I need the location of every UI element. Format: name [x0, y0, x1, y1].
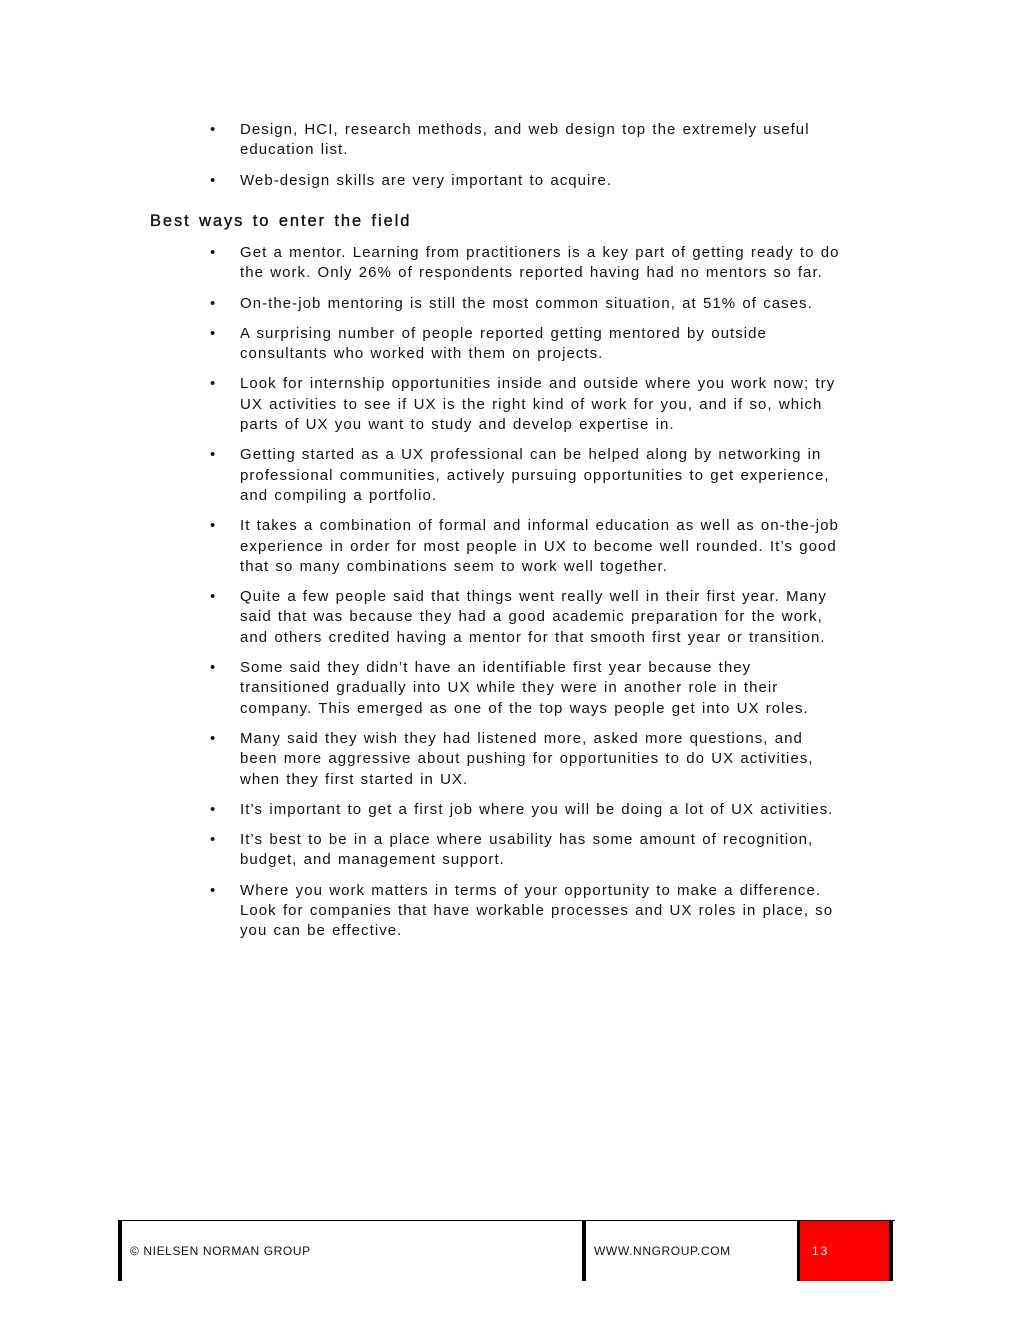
list-item: [210, 445, 840, 506]
bullet-icon: •: [210, 294, 217, 312]
list-item: [210, 516, 840, 577]
page-number: 13: [812, 1244, 830, 1258]
page-footer: [118, 1220, 895, 1281]
list-item: [210, 374, 840, 435]
bullet-icon: •: [210, 800, 217, 818]
list-item: [210, 881, 840, 942]
list-item: [210, 729, 840, 790]
list-item: [210, 830, 840, 871]
bullet-icon: •: [210, 881, 217, 899]
footer-divider: [582, 1221, 586, 1281]
list-item: [210, 658, 840, 719]
bullet-icon: •: [210, 729, 217, 747]
list-item-text: On-the-job mentoring is still the most common situation, at 51% of cases.: [240, 294, 813, 312]
list-item-text: It takes a combination of formal and informal education as well as on-the-job experience in order for most people in UX to become well rounded. It’s good that so many combinations seem to work well together.: [240, 517, 839, 575]
bullet-icon: •: [210, 588, 217, 606]
bullet-icon: •: [210, 375, 217, 393]
bullet-icon: •: [210, 324, 217, 342]
list-item: [210, 294, 840, 314]
list-item-text: It’s important to get a first job where you will be doing a lot of UX activities.: [240, 800, 834, 818]
list-item-text: Design, HCI, research methods, and web design top the extremely useful education list.: [240, 121, 810, 159]
section-heading: Best ways to enter the field: [150, 212, 412, 230]
bullet-icon: •: [210, 446, 217, 464]
footer-copyright: © NIELSEN NORMAN GROUP: [130, 1244, 311, 1258]
list-item-text: Web-design skills are very important to acquire.: [240, 171, 613, 189]
list-item-text: Some said they didn’t have an identifiable first year because they transitioned gradually into UX while they were in another role in their company. This emerged as one of the top ways people get into UX roles.: [240, 659, 809, 717]
bullet-icon: •: [210, 831, 217, 849]
list-item-text: Get a mentor. Learning from practitioners is a key part of getting ready to do the work. Only 26% of respondents reported having had no mentors so far.: [240, 244, 840, 282]
list-item-text: A surprising number of people reported getting mentored by outside consultants who worked with them on projects.: [240, 324, 767, 363]
list-item: [210, 120, 840, 161]
footer-website-link[interactable]: WWW.NNGROUP.COM: [594, 1244, 731, 1258]
intro-bullet-list: [210, 120, 840, 201]
list-item: [210, 243, 840, 284]
page-number-box: [800, 1221, 889, 1281]
list-item: [210, 800, 840, 820]
footer-divider: [118, 1221, 122, 1281]
list-item: [210, 587, 840, 648]
footer-divider: [889, 1221, 893, 1281]
main-bullet-list: [210, 243, 840, 952]
bullet-icon: •: [210, 171, 217, 189]
bullet-icon: •: [210, 121, 217, 138]
list-item-text: Many said they wish they had listened more, asked more questions, and been more aggressive about pushing for opportunities to do UX activities, when they first started in UX.: [240, 729, 814, 788]
bullet-icon: •: [210, 517, 217, 535]
list-item-text: Where you work matters in terms of your opportunity to make a difference. Look for companies that have workable processes and UX roles in place, so you can be effective.: [240, 881, 834, 940]
bullet-icon: •: [210, 659, 217, 677]
list-item-text: Look for internship opportunities inside and outside where you work now; try UX activities to see if UX is the right kind of work for you, and if so, which parts of UX you want to study and develop expertise in.: [240, 375, 836, 434]
list-item: [210, 324, 840, 365]
bullet-icon: •: [210, 244, 217, 261]
list-item-text: It’s best to be in a place where usability has some amount of recognition, budget, and management support.: [240, 831, 814, 869]
list-item-text: Getting started as a UX professional can be helped along by networking in professional communities, actively pursuing opportunities to get experience, and compiling a portfolio.: [240, 446, 830, 504]
list-item-text: Quite a few people said that things went really well in their first year. Many said that was because they had a good academic preparation for the work, and others credited having a mentor for that smooth first year or transition.: [240, 588, 827, 646]
list-item: [210, 171, 840, 191]
